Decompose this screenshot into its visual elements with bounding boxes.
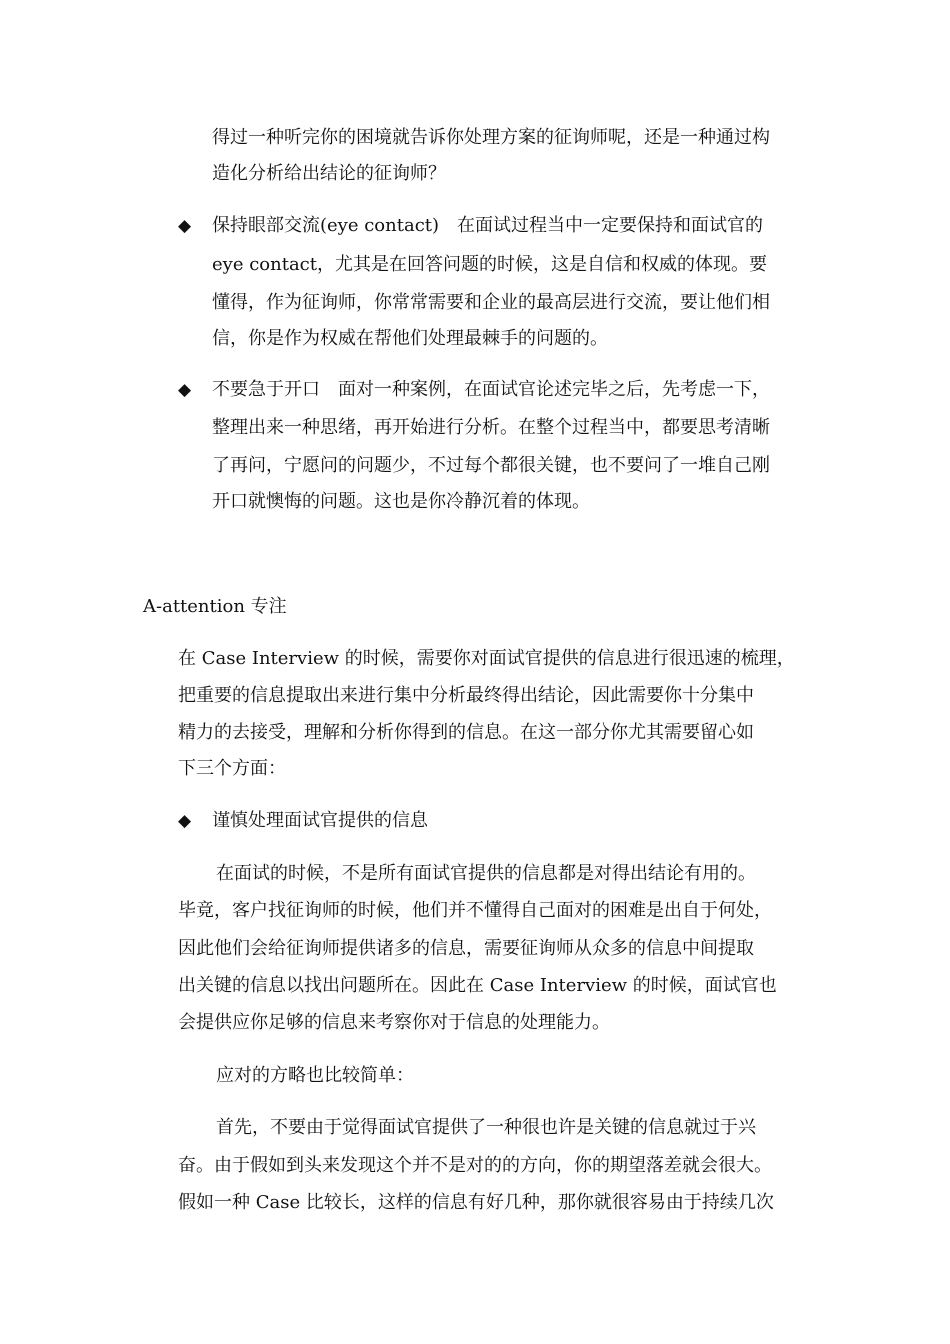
- paragraph-line: 会提供应你足够的信息来考察你对于信息的处理能力。: [178, 1012, 610, 1033]
- paragraph-line: 精力的去接受，理解和分析你得到的信息。在这一部分你尤其需要留心如: [178, 722, 754, 743]
- paragraph-line: 应对的方略也比较简单：: [216, 1065, 414, 1086]
- bullet-text-line: 懂得，作为征询师，你常常需要和企业的最高层进行交流，要让他们相: [212, 292, 770, 313]
- paragraph-line: 奋。由于假如到头来发现这个并不是对的的方向，你的期望落差就会很大。: [178, 1155, 772, 1176]
- bullet-diamond-icon: ◆: [178, 811, 192, 831]
- paragraph-line: 因此他们会给征询师提供诸多的信息，需要征询师从众多的信息中间提取: [178, 938, 754, 959]
- bullet-text-line: 谨慎处理面试官提供的信息: [212, 810, 428, 831]
- paragraph-line: 把重要的信息提取出来进行集中分析最终得出结论，因此需要你十分集中: [178, 685, 754, 706]
- section-heading: A-attention 专注: [143, 596, 287, 617]
- bullet-text-line: 了再问，宁愿问的问题少，不过每个都很关键，也不要问了一堆自己刚: [212, 455, 770, 476]
- bullet-text-line: 不要急于开口 面对一种案例，在面试官论述完毕之后，先考虑一下，: [212, 379, 770, 400]
- bullet-text-line: eye contact，尤其是在回答问题的时候，这是自信和权威的体现。要: [212, 254, 767, 275]
- text-line: 造化分析给出结论的征询师？: [212, 163, 446, 184]
- bullet-diamond-icon: ◆: [178, 216, 192, 236]
- bullet-text-line: 整理出来一种思绪，再开始进行分析。在整个过程当中，都要思考清晰: [212, 417, 770, 438]
- paragraph-line: 假如一种 Case 比较长，这样的信息有好几种，那你就很容易由于持续几次: [178, 1192, 774, 1213]
- paragraph-line: 出关键的信息以找出问题所在。因此在 Case Interview 的时候，面试官也: [178, 975, 777, 996]
- paragraph-line: 在 Case Interview 的时候，需要你对面试官提供的信息进行很迅速的梳理，: [178, 648, 795, 669]
- bullet-text-line: 开口就懊悔的问题。这也是你冷静沉着的体现。: [212, 491, 590, 512]
- bullet-text-line: 保持眼部交流(eye contact) 在面试过程当中一定要保持和面试官的: [212, 215, 764, 236]
- text-line: 得过一种听完你的困境就告诉你处理方案的征询师呢，还是一种通过构: [212, 127, 770, 148]
- bullet-diamond-icon: ◆: [178, 380, 192, 400]
- paragraph-line: 毕竟，客户找征询师的时候，他们并不懂得自己面对的困难是出自于何处，: [178, 900, 772, 921]
- bullet-text-line: 信，你是作为权威在帮他们处理最棘手的问题的。: [212, 328, 608, 349]
- paragraph-line: 在面试的时候，不是所有面试官提供的信息都是对得出结论有用的。: [216, 863, 756, 884]
- paragraph-line: 首先，不要由于觉得面试官提供了一种很也许是关键的信息就过于兴: [216, 1117, 756, 1138]
- paragraph-line: 下三个方面：: [178, 758, 286, 779]
